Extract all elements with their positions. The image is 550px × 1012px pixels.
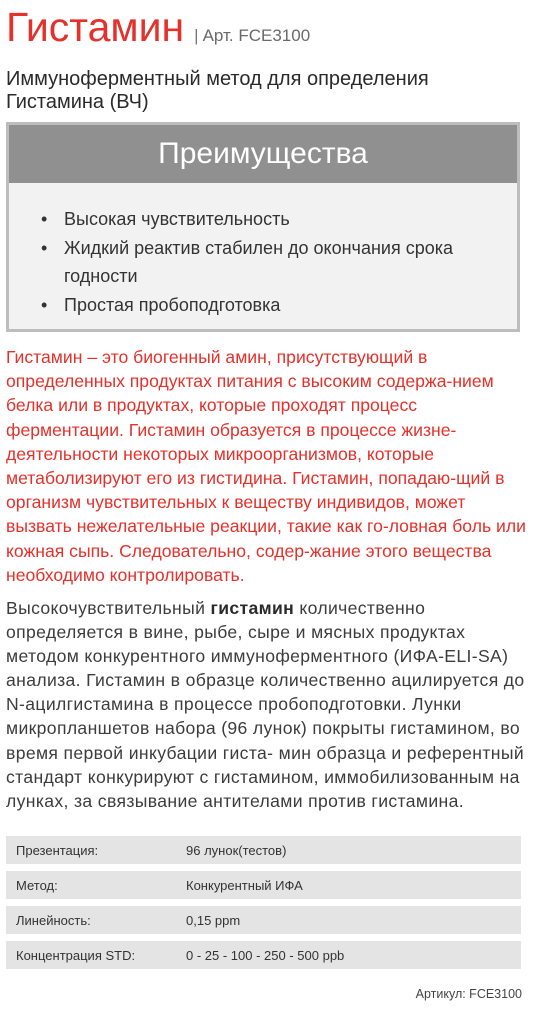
spec-value: 0,15 ppm (186, 912, 241, 928)
advantages-heading: Преимущества (9, 125, 517, 183)
advantage-item (9, 291, 517, 320)
spec-row (6, 906, 521, 934)
footer-artikul: Артикул: FCE3100 (415, 987, 522, 1001)
advantages-list (9, 183, 517, 319)
bullet-icon: • (41, 209, 48, 229)
page-subtitle: Иммуноферментный метод для определения Гистамина (ВЧ) (6, 68, 429, 113)
spec-label: Метод: (16, 877, 58, 893)
article-number: Арт. FCE3100 (202, 26, 311, 45)
description-text-rest: количественно определяется в вине, рыбе, сыре и мясных продуктах методом конкурентного иммуноферментного (ИФА-ELI-SA) анализа. Гистамин в образце количественно ацилируется до N-ацилгистамина в процессе пробоподготовки. Лунки микропланшетов набора (96 лунок) покрыты гистамином, во время первой инкубации гиста- мин образца и референтный стандарт конкурируют с гистамином, иммобилизованным на лунках, за связывание антителами против гистамина. (6, 598, 525, 811)
description-red-paragraph: Гистамин – это биогенный амин, присутствующий в определенных продуктах питания с высоким содержа-нием белка или в продуктах, которые проходят процесс ферментации. Гистамин образуется в процессе жизне-деятельности некоторых микроорганизмов, которые метаболизируют его из гистидина. Гистамин, попадаю-щий в организм чувствительных к веществу индивидов, может вызвать нежелательные реакции, такие как го-ловная боль или кожная сыпь. Следовательно, содер-жание этого вещества необходимо контролировать. (6, 347, 526, 585)
spec-label: Презентация: (16, 842, 99, 858)
page-title: Гистамин (6, 4, 185, 50)
description-bold-term: гистамин (210, 598, 295, 618)
spec-value: 96 лунок(тестов) (186, 842, 287, 858)
advantage-item (9, 205, 517, 234)
spec-label: Линейность: (16, 912, 91, 928)
advantage-text: Жидкий реактив стабилен до окончания срока годности (64, 237, 453, 286)
advantages-panel (6, 122, 520, 332)
specs-table (6, 836, 521, 976)
spec-row (6, 941, 521, 969)
page-header (6, 2, 310, 52)
description-paragraph (6, 596, 526, 813)
bullet-icon: • (41, 294, 48, 315)
bullet-icon: • (41, 237, 48, 258)
spec-row (6, 836, 521, 864)
spec-value: Конкурентный ИФА (186, 877, 303, 893)
spec-row (6, 871, 521, 899)
advantage-item (9, 234, 517, 291)
description-text-start: Высокочувствительный (6, 598, 211, 618)
advantage-text: Простая пробоподготовка (64, 294, 281, 315)
advantage-text: Высокая чувствительность (64, 209, 290, 229)
title-separator: | (194, 26, 199, 45)
spec-label: Концентрация STD: (16, 947, 136, 963)
spec-value: 0 - 25 - 100 - 250 - 500 ppb (186, 947, 345, 963)
